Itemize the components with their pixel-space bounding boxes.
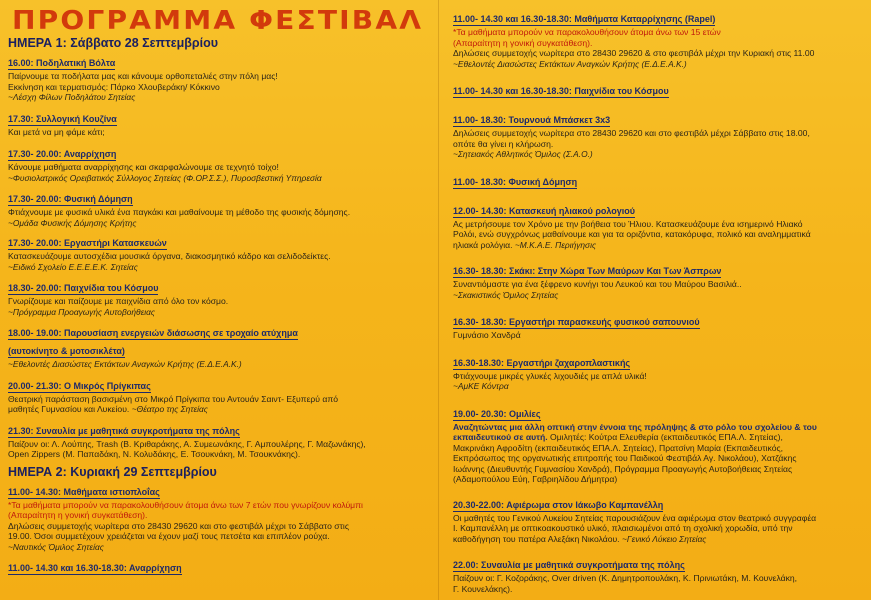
event-heading: 17.30: Συλλογική Κουζίνα <box>8 113 117 124</box>
event-text: Παίρνουμε τα ποδήλατα μας και κάνουμε ορθοπεταλιές στην πόλη μας! <box>8 71 278 81</box>
event-heading: 11.00- 14.30 και 16.30-18.30: Αναρρίχηση <box>8 563 182 573</box>
event-text-part: Ομιλητές: Κούτρα Ελευθερία (εκπαιδευτικός ΕΠΑ.Λ. Σητείας), <box>547 432 783 442</box>
event-text: Οι μαθητές του Γενικού Λυκείου Σητείας παρουσιάζουν ένα αφιέρωμα στον θεατρικό συγγραφέα <box>453 512 817 523</box>
event-text: Παίζουν οι: Λ. Λούπης, Trash (Β. Κριθαράκης, Α. Συμεωνάκης, Γ. Αμπουλέρης, Γ. Μαζωνάκης), <box>8 438 366 449</box>
event-note: (Απαραίτητη η γονική συγκατάθεση). <box>453 37 593 48</box>
event-organizer: ~Θέατρο της Σητείας <box>131 404 208 414</box>
talk-topic: εκπαιδευτικού σε αυτή. <box>453 432 548 442</box>
event-text: Δηλώσεις συμμετοχής νωρίτερα στο 28430 29620 & στο φεστιβάλ μέχρι την Κυριακή στις 11.00 <box>453 48 815 58</box>
event-organizer: ~Μ.Κ.Α.Ε. Περιήγησις <box>514 239 597 250</box>
right-column <box>453 9 863 594</box>
event-organizer: ~Ειδικό Σχολείο Ε.Ε.Ε.Ε.Κ. Σητείας <box>8 261 138 272</box>
column-divider <box>438 0 439 600</box>
event-climbing <box>8 144 434 183</box>
event-heading: 20.00- 21.30: Ο Μικρός Πρίγκιπας <box>8 380 151 391</box>
event-text: Παίζουν οι: Γ. Κοζοράκης, Over driven (Κ. Δημητροπουλάκη, Κ. Πρινιωτάκη, Μ. Κουνελάκη, <box>453 573 798 583</box>
event-heading: 16.30- 18.30: Εργαστήρι παρασκευής φυσικού σαπουνιού <box>453 317 700 327</box>
event-organizer: ~Σητειακός Αθλητικός Όμιλος (Σ.Α.Ο.) <box>453 149 593 159</box>
event-talks <box>453 404 863 485</box>
event-natural-building-day2 <box>453 172 863 190</box>
event-basketball-3x3 <box>453 110 863 160</box>
event-heading-continued: (αυτοκίνητο & μοτοσικλέτα) <box>8 346 125 356</box>
event-organizer: ~Σκακιστικός Όμιλος Σητείας <box>453 289 559 300</box>
event-text: Κατασκευάζουμε αυτοσχέδια μουσικά όργανα, διακοσμητικό κάδρο και σελιδοδείκτες. <box>8 251 331 261</box>
event-text: Ρολόι, ενώ συγχρόνως μαθαίνουμε και για τα οριζόντια, κατακόρυφα, πολικό και αναλημματικά <box>453 229 811 239</box>
event-text <box>453 240 863 251</box>
event-sundial <box>453 201 863 251</box>
event-organizer: ~Γενικό Λύκειο Σητείας <box>621 533 707 544</box>
left-column <box>8 0 434 576</box>
event-climbing-day2 <box>8 558 434 576</box>
event-text-part: μαθητές Γυμνασίου και Λυκείου. <box>8 404 130 414</box>
event-text: Ας μετρήσουμε τον Χρόνο με την βοήθεια του Ήλιου. Κατασκευάζουμε ένα ισημερινό Ηλιακό <box>453 218 803 229</box>
event-text <box>453 534 863 545</box>
event-text: 19.00. Όσοι συμμετέχουν χρειάζεται να έχουν μαζί τους πετσέτα και επιπλέον ρούχα. <box>8 531 330 541</box>
event-heading: 12.00- 14.30: Κατασκευή ηλιακού ρολογιού <box>453 205 636 216</box>
event-heading: 17.30- 20.00: Φυσική Δόμηση <box>8 194 133 204</box>
event-soap-workshop <box>453 312 863 341</box>
event-text <box>453 432 863 443</box>
event-text: Ιωάννης (Διευθυντής Γυμνασίου Χανδρά), Πρόγραμμα Προαγωγής Αυτοβοήθειας Σητείας <box>453 463 793 474</box>
event-heading: 11.00- 18.30: Φυσική Δόμηση <box>453 176 578 187</box>
event-heading: 11.00- 18.30: Τουρνουά Μπάσκετ 3x3 <box>453 115 611 125</box>
day2-heading: ΗΜΕΡΑ 2: Κυριακή 29 Σεπτεμβρίου <box>8 464 217 479</box>
event-world-games <box>8 278 434 317</box>
event-heading: 16.30- 18.30: Σκάκι: Στην Χώρα Των Μαύρων Και Των Άσπρων <box>453 266 722 276</box>
event-heading: 11.00- 14.30 και 16.30-18.30: Μαθήματα Καταρρίχησης (Rapel) <box>453 14 716 24</box>
event-sailing-lessons <box>8 482 434 553</box>
day1-heading: ΗΜΕΡΑ 1: Σάββατο 28 Σεπτεμβρίου <box>8 36 219 50</box>
event-heading: 17.30- 20.00: Αναρρίχηση <box>8 149 117 159</box>
event-text: Γνωρίζουμε και παίζουμε με παιχνίδια από όλο τον κόσμο. <box>8 296 229 306</box>
event-text: Φτιάχνουμε με φυσικά υλικά ένα παγκάκι και μαθαίνουμε τη μέθοδο της φυσικής δόμησης. <box>8 207 351 217</box>
event-text: Open Zippers (Μ. Παπαδάκη, Ν. Κολυδάκης, Ε. Τσουκνάκη, Μ. Τσουκνάκης). <box>8 449 301 459</box>
event-text: Γυμνάσιο Χανδρά <box>453 330 521 340</box>
event-heading: 17.30- 20.00: Εργαστήρι Κατασκευών <box>8 238 167 248</box>
event-rapel-lessons <box>453 9 863 69</box>
event-natural-building <box>8 189 434 228</box>
event-note: *Τα μαθήματα μπορούν να παρακολουθήσουν άτομα άνω των 15 ετών <box>453 27 721 37</box>
event-heading: 11.00- 14.30: Μαθήματα ιστιοπλοΐας <box>8 486 160 497</box>
event-text: Μακρινάκη Αφροδίτη (εκπαιδευτικός ΕΠΑ.Λ. Σητείας), Πρατσίνη Μαρία (Εκπαιδευτικός, <box>453 442 784 453</box>
event-text: Δηλώσεις συμμετοχής νωρίτερα στο 28430 29620 και στο φεστιβάλ μέχρι το Σάββατο στις <box>8 520 349 531</box>
event-organizer: ~ΑμΚΕ Κόντρα <box>453 381 509 391</box>
event-text: Κάνουμε μαθήματα αναρρίχησης και σκαρφαλώνουμε σε τεχνητό τοίχο! <box>8 162 279 172</box>
event-heading: 11.00- 14.30 και 16.30-18.30: Παιχνίδια του Κόσμου <box>453 86 669 96</box>
event-kampanellis-tribute <box>453 495 863 545</box>
event-text: Συναντιόμαστε για ένα ξέφρενο κυνήγι του Λευκού και του Μαύρου Βασιλιά.. <box>453 279 742 289</box>
event-school-bands-concert <box>8 421 434 460</box>
event-note: (Απαραίτητη η γονική συγκατάθεση). <box>8 510 148 520</box>
event-crafts-workshop <box>8 233 434 272</box>
event-text: Εκκίνηση και τερματισμός: Πάρκο Χλουβεράκη/ Κόκκινο <box>8 81 220 92</box>
event-organizer: ~Ομάδα Φυσικής Δόμησης Κρήτης <box>8 217 137 228</box>
event-heading: 22.00: Συναυλία με μαθητικά συγκροτήματα της πόλης <box>453 560 685 570</box>
event-little-prince <box>8 376 434 415</box>
event-bike-ride <box>8 53 434 103</box>
event-organizer: ~Πρόγραμμα Προαγωγής Αυτοβοήθειας <box>8 306 155 317</box>
event-heading: 18.30- 20.00: Παιχνίδια του Κόσμου <box>8 283 159 293</box>
event-text: οπότε θα γίνει η κλήρωση. <box>453 138 554 149</box>
page-title: ΠΡΟΓΡΑΜΜΑ ΦΕΣΤΙΒΑΛ <box>12 6 424 36</box>
event-text: Δηλώσεις συμμετοχής νωρίτερα στο 28430 29620 και στο φεστιβάλ μέχρι Σάββατο στις 18.00, <box>453 128 810 138</box>
event-text-part: ηλιακά ρολόγια. <box>453 239 513 250</box>
event-organizer: ~Εθελοντές Διασώστες Εκτάκτων Αναγκών Κρήτης (Ε.Δ.Ε.Α.Κ.) <box>8 359 242 369</box>
talk-topic: Αναζητώντας μια άλλη οπτική στην έννοια της πρόληψης & στο ρόλο του σχολείου & του <box>453 421 817 432</box>
event-organizer: ~Ναυτικός Όμιλος Σητείας <box>8 541 104 552</box>
event-heading: 16.00: Ποδηλατική Βόλτα <box>8 58 116 68</box>
event-text: Και μετά να μη φάμε κάτι; <box>8 126 105 137</box>
event-heading: 19.00- 20.30: Ομιλίες <box>453 408 541 419</box>
event-world-games-day2 <box>453 81 863 99</box>
event-text: Θεατρική παράσταση βασισμένη στο Μικρό Πρίγκιπα του Αντουάν Σαιντ- Εξυπερύ από <box>8 393 339 404</box>
event-text: Φτιάχνουμε μικρές γλυκές λιχουδιές με απλά υλικά! <box>453 370 647 381</box>
event-collective-kitchen <box>8 109 434 138</box>
event-heading: 16.30-18.30: Εργαστήρι ζαχαροπλαστικής <box>453 357 631 368</box>
event-text: Γ. Κουνελάκης). <box>453 583 513 594</box>
event-text: Ι. Καμπανέλλη με οπτικοακουστικό υλικό, πλαισιωμένοι από τη σχολική χορωδία, υπό την <box>453 523 793 533</box>
event-school-bands-concert-day2 <box>453 555 863 594</box>
event-text: (Αδαμοπούλου Εύη, Γαβριηλίδου Δήμητρα) <box>453 474 618 484</box>
event-chess <box>453 261 863 300</box>
event-organizer: ~Λέσχη Φίλων Ποδηλάτου Σητείας <box>8 92 136 102</box>
event-heading: 21.30: Συναυλία με μαθητικά συγκροτήματα της πόλης <box>8 425 240 436</box>
event-heading: 20.30-22.00: Αφιέρωμα στον Ιάκωβο Καμπανέλλη <box>453 499 664 510</box>
event-heading: 18.00- 19.00: Παρουσίαση ενεργειών διάσωσης σε τροχαίο ατύχημα <box>8 328 298 338</box>
event-text-part: καθοδήγηση του πατέρα Αλεξάκη Νικολάου. <box>453 533 620 544</box>
event-text <box>8 404 434 415</box>
event-pastry-workshop <box>453 353 863 392</box>
event-organizer: ~Φυσιολατρικός Ορειβατικός Σύλλογος Σητείας (Φ.ΟΡ.Σ.Σ.), Πυροσβεστική Υπηρεσία <box>8 172 322 183</box>
event-rescue-demo <box>8 323 434 370</box>
event-organizer: ~Εθελοντές Διασώστες Εκτάκτων Αναγκών Κρήτης (Ε.Δ.Ε.Α.Κ.) <box>453 58 687 69</box>
event-text: Εκπρόσωπος της οργανωτικής επιτροπής του Παιδικού Φεστιβάλ Αγ. Νικολάου), Χατζάκης <box>453 453 797 463</box>
event-note: *Τα μαθήματα μπορούν να παρακολουθήσουν άτομα άνω των 7 ετών που γνωρίζουν κολύμπι <box>8 499 363 510</box>
